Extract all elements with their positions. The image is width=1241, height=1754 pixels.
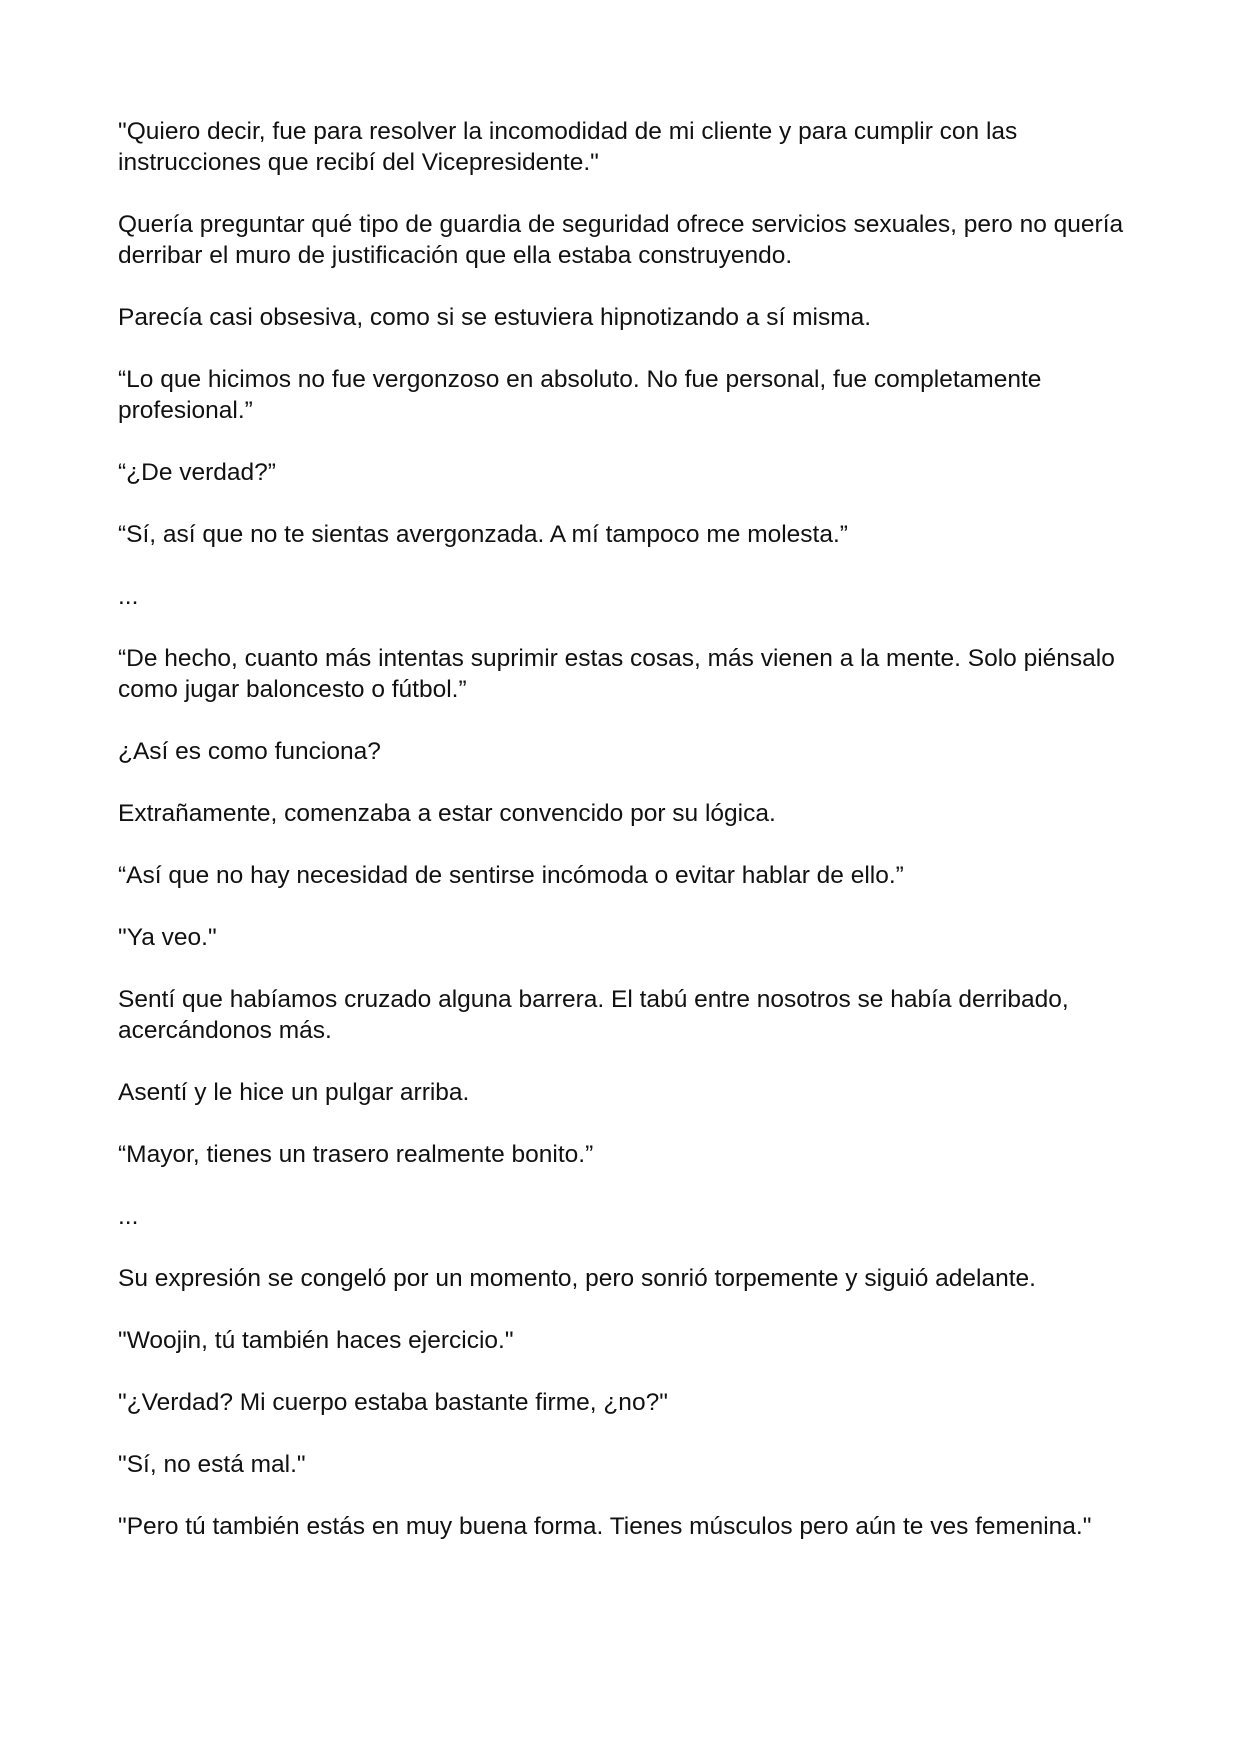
paragraph: "Sí, no está mal." (118, 1451, 306, 1478)
paragraph: "Woojin, tú también haces ejercicio." (118, 1327, 514, 1354)
paragraph: "¿Verdad? Mi cuerpo estaba bastante firme, ¿no?" (118, 1389, 668, 1416)
paragraph: Su expresión se congeló por un momento, pero sonrió torpemente y siguió adelante. (118, 1265, 1036, 1292)
paragraph: "Pero tú también estás en muy buena forma. Tienes músculos pero aún te ves femenina." (118, 1513, 1092, 1540)
paragraph: Parecía casi obsesiva, como si se estuviera hipnotizando a sí misma. (118, 304, 872, 331)
paragraph: Sentí que habíamos cruzado alguna barrera. El tabú entre nosotros se había derribado, acercándonos más. (118, 986, 1069, 1044)
paragraph: "Quiero decir, fue para resolver la incomodidad de mi cliente y para cumplir con las instrucciones que recibí del Vicepresidente." (118, 118, 1018, 176)
paragraph: “¿De verdad?” (118, 459, 276, 486)
paragraph: Quería preguntar qué tipo de guardia de seguridad ofrece servicios sexuales, pero no quería derribar el muro de justificación que ella estaba construyendo. (118, 211, 1124, 269)
paragraph: Asentí y le hice un pulgar arriba. (118, 1079, 470, 1106)
paragraph: “Mayor, tienes un trasero realmente bonito.” (118, 1141, 594, 1168)
paragraph: ... (118, 1203, 139, 1230)
paragraph: "Ya veo." (118, 924, 217, 951)
paragraph: ¿Así es como funciona? (118, 738, 381, 765)
document-body (118, 116, 1128, 1573)
paragraph: Extrañamente, comenzaba a estar convencido por su lógica. (118, 800, 776, 827)
paragraph: ... (118, 583, 139, 610)
paragraph: “De hecho, cuanto más intentas suprimir estas cosas, más vienen a la mente. Solo piénsalo como jugar baloncesto o fútbol.” (118, 645, 1115, 703)
paragraph: “Sí, así que no te sientas avergonzada. A mí tampoco me molesta.” (118, 521, 848, 548)
paragraph: “Así que no hay necesidad de sentirse incómoda o evitar hablar de ello.” (118, 862, 904, 889)
paragraph: “Lo que hicimos no fue vergonzoso en absoluto. No fue personal, fue completamente profesional.” (118, 366, 1042, 424)
